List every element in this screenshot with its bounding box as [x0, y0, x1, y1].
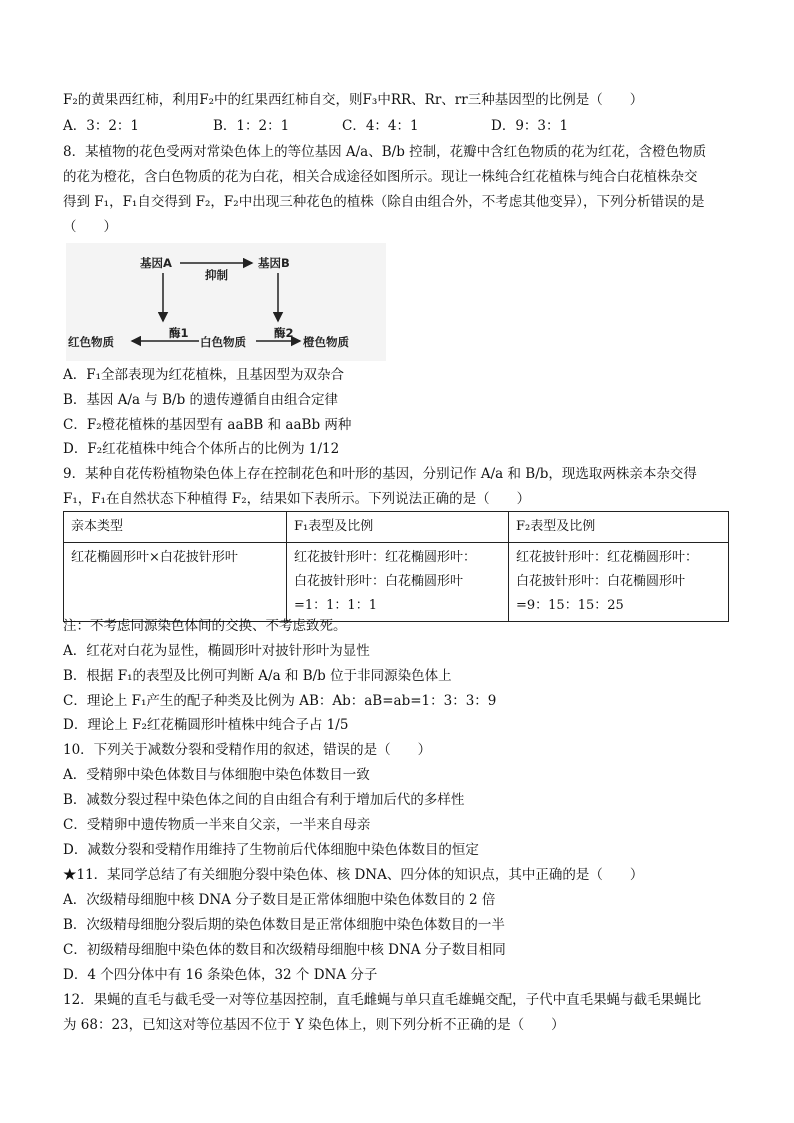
question-10-option-d: D．减数分裂和受精作用维持了生物前后代体细胞中染色体数目的恒定 [63, 842, 479, 858]
question-8-stem-line-3: 得到 F₁，F₁自交得到 F₂，F₂中出现三种花色的植株（除自由组合外，不考虑其他变异），下列分析错误的是 [63, 194, 705, 210]
question-8-stem-line-1: 8．某植物的花色受两对常染色体上的等位基因 A/a、B/b 控制，花瓣中含红色物质的花为红花，含橙色物质 [63, 144, 707, 160]
question-7-stem-tail: F₂的黄果西红柿，利用F₂中的红果西红柿自交，则F₃中RR、Rr、rr三种基因型的比例是（ ） [63, 92, 644, 108]
question-8-stem-line-4: （ ） [63, 219, 117, 235]
orange-substance-label: 橙色物质 [303, 335, 349, 349]
question-8-option-c: C．F₂橙花植株的基因型有 aaBB 和 aaBb 两种 [63, 417, 352, 433]
question-11-stem: ★11．某同学总结了有关细胞分裂中染色体、核 DNA、四分体的知识点，其中正确的是（ ） [63, 867, 644, 883]
question-10-option-c: C．受精卵中遗传物质一半来自父亲，一半来自母亲 [63, 817, 371, 833]
table-row [64, 543, 729, 622]
f1-line-3: =1：1：1：1 [294, 598, 377, 613]
table-header-row [64, 512, 729, 543]
table-header: F₁表型及比例 [287, 512, 509, 543]
option-c: C．4：4：1 [342, 118, 419, 134]
question-8-option-a: A．F₁全部表现为红花植株，且基因型为双杂合 [63, 367, 345, 383]
question-12-stem-line-1: 12．果蝇的直毛与截毛受一对等位基因控制，直毛雌蝇与单只直毛雄蝇交配，子代中直毛果蝇与截毛果蝇比 [63, 992, 702, 1008]
question-8-stem-line-2: 的花为橙花，含白色物质的花为白花，相关合成途径如图所示。现让一株纯合红花植株与纯合白花植株杂交 [63, 169, 698, 185]
red-substance-label: 红色物质 [68, 335, 114, 349]
question-8-option-d: D．F₂红花植株中纯合个体所占的比例为 1/12 [63, 441, 340, 457]
table-header: F₂表型及比例 [509, 512, 729, 543]
pathway-diagram [66, 243, 386, 361]
question-8-option-b: B．基因 A/a 与 B/b 的遗传遵循自由组合定律 [63, 392, 339, 408]
question-10-option-b: B．减数分裂过程中染色体之间的自由组合有利于增加后代的多样性 [63, 792, 465, 808]
option-a: A．3：2：1 [63, 118, 140, 134]
inhibit-label: 抑制 [205, 268, 228, 282]
enzyme-1-label: 酶1 [169, 326, 189, 340]
parents-cell: 红花椭圆形叶×白花披针形叶 [71, 550, 238, 565]
question-11-option-b: B．次级精母细胞分裂后期的染色体数目是正常体细胞中染色体数目的一半 [63, 917, 505, 933]
question-11-option-d: D．4 个四分体中有 16 条染色体，32 个 DNA 分子 [63, 967, 378, 983]
question-11-option-a: A．次级精母细胞中核 DNA 分子数目是正常体细胞中染色体数目的 2 倍 [63, 892, 496, 908]
question-10-stem: 10．下列关于减数分裂和受精作用的叙述，错误的是（ ） [63, 742, 432, 758]
f1-line-2: 白花披针形叶：白花椭圆形叶 [294, 574, 464, 589]
question-11-option-c: C．初级精母细胞中染色体的数目和次级精母细胞中核 DNA 分子数目相同 [63, 942, 506, 958]
f2-line-1: 红花披针形叶：红花椭圆形叶： [516, 550, 699, 565]
question-9-option-c: C．理论上 F₁产生的配子种类及比例为 AB：Ab：aB=ab=1：3：3：9 [63, 693, 497, 709]
table-cell [64, 543, 287, 622]
option-b: B．1：2：1 [213, 118, 290, 134]
results-table [63, 511, 729, 622]
white-substance-label: 白色物质 [200, 335, 246, 349]
question-9-note: 注：不考虑同源染色体间的交换、不考虑致死。 [63, 618, 347, 634]
question-9-stem-line-2: F₁，F₁在自然状态下种植得 F₂，结果如下表所示。下列说法正确的是（ ） [63, 491, 531, 507]
f2-line-2: 白花披针形叶：白花椭圆形叶 [516, 574, 686, 589]
table-cell [287, 543, 509, 622]
enzyme-2-label: 酶2 [274, 326, 294, 340]
question-9-option-b: B．根据 F₁的表型及比例可判断 A/a 和 B/b 位于非同源染色体上 [63, 668, 452, 684]
question-9-stem-line-1: 9．某种自花传粉植物染色体上存在控制花色和叶形的基因，分别记作 A/a 和 B/b，现选取两株亲本杂交得 [63, 466, 697, 482]
f2-line-3: =9：15：15：25 [516, 598, 624, 613]
question-9-option-d: D．理论上 F₂红花椭圆形叶植株中纯合子占 1/5 [63, 717, 349, 733]
question-12-stem-line-2: 为 68：23，已知这对等位基因不位于 Y 染色体上，则下列分析不正确的是（ ） [63, 1017, 565, 1033]
question-9-option-a: A．红花对白花为显性，椭圆形叶对披针形叶为显性 [63, 643, 370, 659]
table-header: 亲本类型 [64, 512, 287, 543]
option-d: D．9：3：1 [491, 118, 569, 134]
table-cell [509, 543, 729, 622]
f1-line-1: 红花披针形叶：红花椭圆形叶： [294, 550, 477, 565]
gene-b-label: 基因B [258, 256, 290, 270]
gene-a-label: 基因A [140, 256, 172, 270]
question-10-option-a: A．受精卵中染色体数目与体细胞中染色体数目一致 [63, 767, 370, 783]
